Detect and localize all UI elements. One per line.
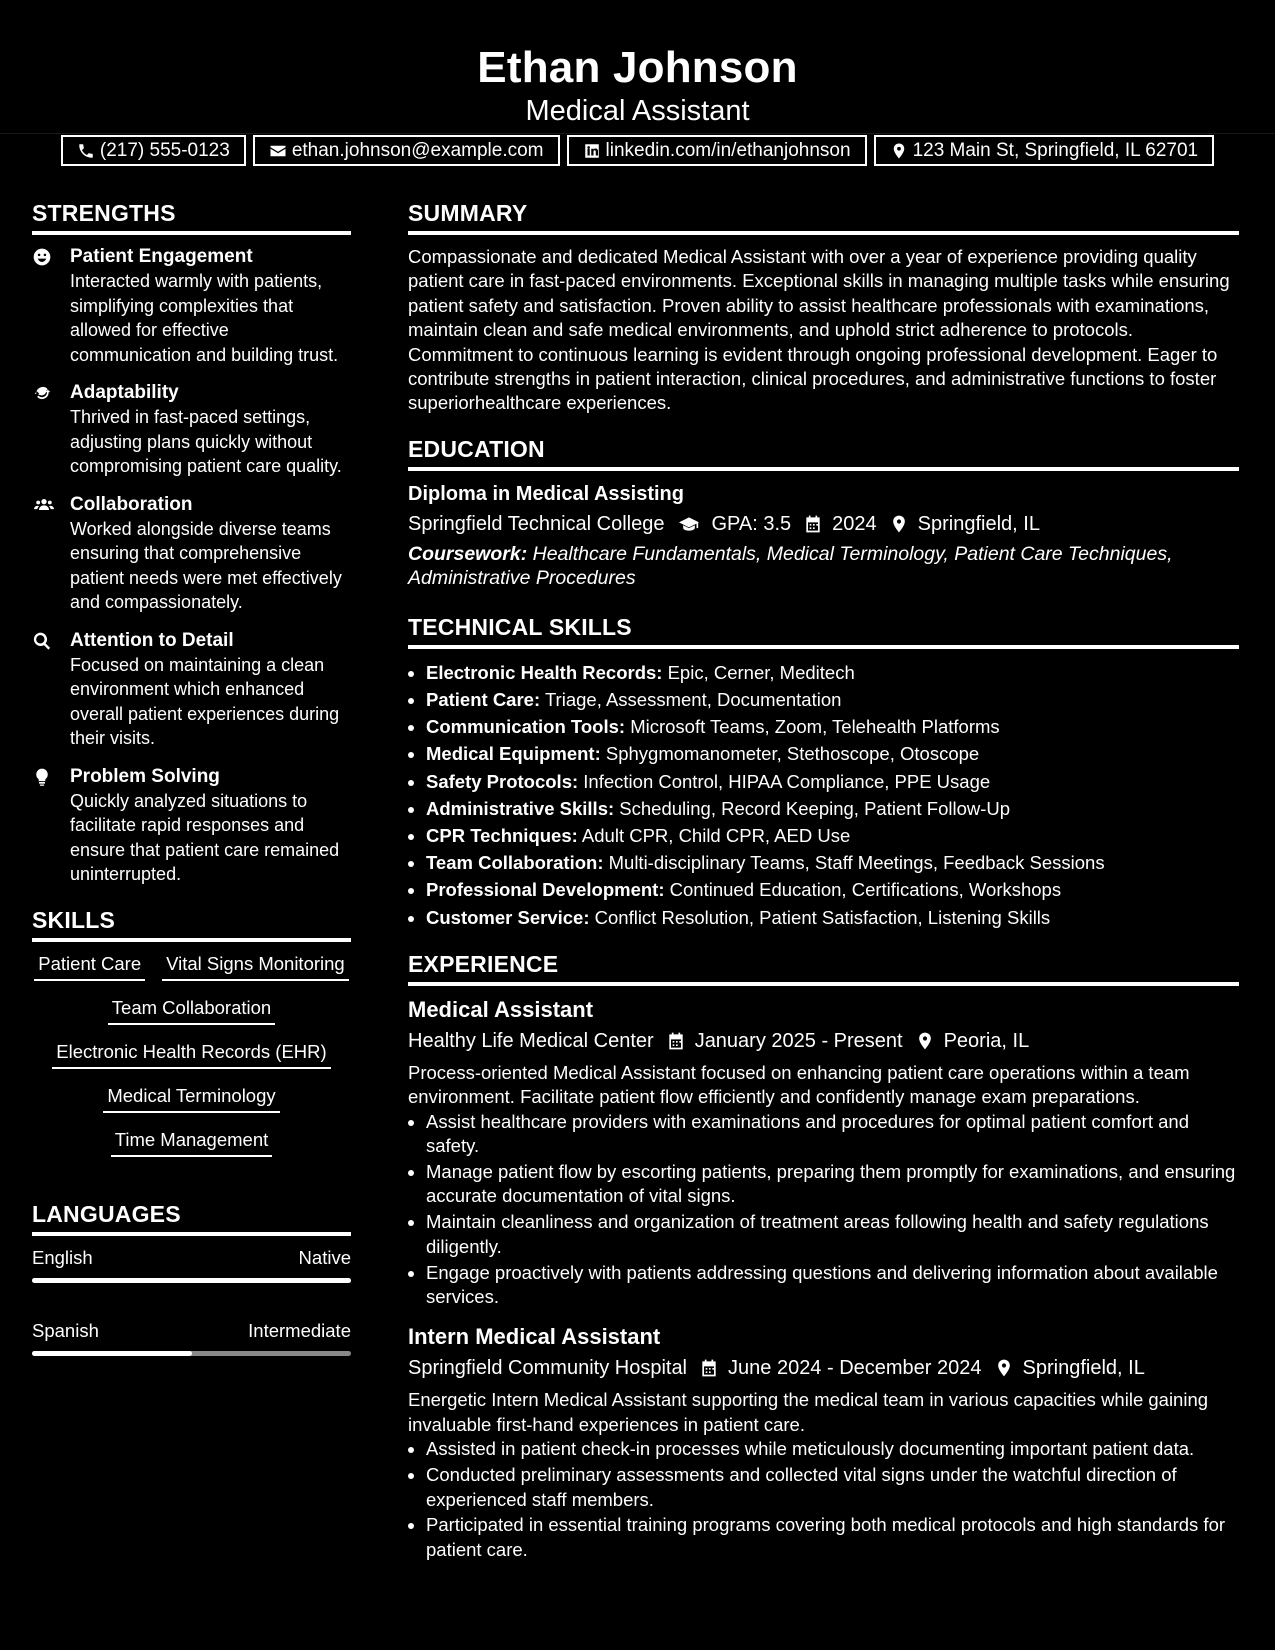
- job-meta: [408, 1027, 1239, 1055]
- skills-heading: SKILLS: [32, 905, 351, 942]
- strength-item: [32, 629, 351, 751]
- tech-skill-label: Patient Care:: [426, 689, 541, 711]
- list-item: [426, 849, 1239, 876]
- tech-skill-value: Epic, Cerner, Meditech: [667, 661, 855, 683]
- job-description: Energetic Intern Medical Assistant supporting the medical team in various capacities while gaining invaluable first-hand experiences in patient care.: [408, 1389, 1209, 1435]
- strength-desc: Thrived in fast-paced settings, adjusting plans quickly without compromising patient care quality.: [70, 407, 342, 476]
- graduation-year: 2024: [832, 512, 877, 535]
- job-dates: June 2024 - December 2024: [728, 1357, 982, 1380]
- education-location: Springfield, IL: [917, 512, 1040, 535]
- technical-skills-heading: TECHNICAL SKILLS: [408, 612, 1239, 649]
- tech-skill-value: Continued Education, Certifications, Workshops: [669, 879, 1062, 901]
- tech-skill-value: Conflict Resolution, Patient Satisfaction, Listening Skills: [594, 906, 1051, 928]
- list-item: [426, 822, 1239, 849]
- map-pin-icon: [890, 142, 908, 160]
- job-entry: [408, 1323, 1239, 1562]
- contact-email[interactable]: [253, 135, 560, 166]
- tech-skill-label: Medical Equipment:: [426, 743, 601, 765]
- languages-list: [32, 1246, 351, 1356]
- skill-tag: Medical Terminology: [103, 1084, 279, 1113]
- list-item: • Manage patient flow by escorting patients, preparing them promptly for examinations, and ensuring accurate documentation of vital signs.: [426, 1160, 1239, 1209]
- list-item: • Participated in essential training programs covering both medical protocols and high standards for patient care.: [426, 1513, 1239, 1562]
- list-item: • Maintain cleanliness and organization of treatment areas following health and safety regulations diligently.: [426, 1210, 1239, 1259]
- job-entry: [408, 996, 1239, 1310]
- list-item: [426, 659, 1239, 686]
- tech-skill-label: Administrative Skills:: [426, 797, 615, 819]
- summary-heading: SUMMARY: [408, 198, 1239, 235]
- skill-tag: Electronic Health Records (EHR): [52, 1040, 330, 1069]
- coursework: [408, 542, 1239, 590]
- users-icon: [32, 495, 56, 515]
- school-name: Springfield Technical College: [408, 512, 665, 535]
- strength-desc: Interacted warmly with patients, simplifying complexities that allowed for effective communication and building trust.: [70, 271, 339, 365]
- language-bar-fill: [32, 1278, 351, 1283]
- technical-skills-list: [408, 659, 1239, 931]
- job-location: Peoria, IL: [943, 1029, 1030, 1052]
- job-meta: [408, 1354, 1239, 1382]
- skill-tag: Time Management: [111, 1128, 273, 1157]
- strength-title: Attention to Detail: [70, 629, 234, 651]
- map-pin-icon: [889, 514, 909, 534]
- language-item: [32, 1246, 351, 1270]
- tech-skill-value: Scheduling, Record Keeping, Patient Follow-Up: [619, 797, 1011, 819]
- job-dates: January 2025 - Present: [694, 1029, 903, 1052]
- email-text: ethan.johnson@example.com: [291, 139, 544, 161]
- calendar-icon: [803, 514, 823, 534]
- list-item: [426, 686, 1239, 713]
- list-item: [426, 713, 1239, 740]
- contact-address: [874, 135, 1215, 166]
- contact-phone[interactable]: [61, 135, 246, 166]
- job-description: Process-oriented Medical Assistant focused on enhancing patient care operations within a team environment. Facilitate patient flow efficiently and confidently manage exam preparations.: [408, 1061, 1190, 1108]
- strength-desc: Worked alongside diverse teams ensuring that comprehensive patient needs were met effectively and compassionately.: [70, 518, 342, 612]
- language-bar: [32, 1351, 351, 1356]
- contact-bar: [0, 135, 1275, 166]
- list-item: [426, 768, 1239, 795]
- map-pin-icon: [915, 1031, 935, 1051]
- strength-title: Problem Solving: [70, 765, 220, 787]
- tech-skill-label: Safety Protocols:: [426, 770, 579, 792]
- skills-list: [32, 952, 351, 1157]
- address-text: 123 Main St, Springfield, IL 62701: [912, 139, 1199, 161]
- linkedin-text: linkedin.com/in/ethanjohnson: [605, 139, 851, 161]
- graduation-cap-icon: [676, 514, 702, 534]
- contact-linkedin[interactable]: [567, 135, 867, 166]
- company-name: Healthy Life Medical Center: [408, 1029, 654, 1052]
- tech-skill-value: Infection Control, HIPAA Compliance, PPE Usage: [583, 770, 991, 792]
- tech-skill-label: CPR Techniques:: [426, 825, 578, 847]
- list-item: [426, 904, 1239, 931]
- tech-skill-value: Microsoft Teams, Zoom, Telehealth Platforms: [630, 716, 1000, 738]
- list-item: • Engage proactively with patients addressing questions and delivering information about available services.: [426, 1261, 1239, 1310]
- job-title: Medical Assistant: [408, 996, 594, 1022]
- map-pin-icon: [994, 1358, 1014, 1378]
- tech-skill-label: Team Collaboration:: [426, 852, 604, 874]
- tech-skill-label: Communication Tools:: [426, 716, 626, 738]
- tech-skill-value: Sphygmomanometer, Stethoscope, Otoscope: [605, 743, 980, 765]
- strength-title: Collaboration: [70, 493, 193, 515]
- language-bar-fill: [32, 1351, 192, 1356]
- strength-desc: Focused on maintaining a clean environment which enhanced overall patient experiences during their visits.: [70, 654, 340, 748]
- strength-item: [32, 381, 351, 479]
- language-level: Intermediate: [248, 1319, 351, 1341]
- smile-icon: [32, 247, 52, 267]
- job-bullets: [408, 1110, 1239, 1310]
- language-name: Spanish: [32, 1319, 99, 1341]
- job-bullets: [408, 1437, 1239, 1562]
- strengths-heading: STRENGTHS: [32, 198, 351, 235]
- phone-text: (217) 555-0123: [99, 139, 230, 161]
- tech-skill-value: Triage, Assessment, Documentation: [544, 689, 842, 711]
- phone-icon: [77, 142, 95, 160]
- candidate-name: Ethan Johnson: [477, 43, 798, 92]
- linkedin-icon: [583, 142, 601, 160]
- list-item: • Assist healthcare providers with examinations and procedures for optimal patient comfort and safety.: [426, 1110, 1239, 1159]
- list-item: • Conducted preliminary assessments and collected vital signs under the watchful direction of experienced staff members.: [426, 1463, 1239, 1512]
- strength-title: Patient Engagement: [70, 246, 253, 267]
- degree-title: Diploma in Medical Assisting: [408, 482, 684, 505]
- calendar-icon: [666, 1031, 686, 1051]
- skill-tag: Team Collaboration: [108, 996, 275, 1025]
- language-item: [32, 1319, 351, 1343]
- left-column: [32, 198, 351, 1392]
- language-level: Native: [298, 1246, 351, 1268]
- company-name: Springfield Community Hospital: [408, 1357, 688, 1380]
- tech-skill-label: Professional Development:: [426, 879, 665, 901]
- language-bar: [32, 1278, 351, 1283]
- job-title: Intern Medical Assistant: [408, 1324, 661, 1350]
- list-item: [426, 795, 1239, 822]
- calendar-icon: [699, 1358, 719, 1378]
- strength-item: [32, 493, 351, 615]
- education-heading: EDUCATION: [408, 434, 1239, 471]
- tech-skill-label: Customer Service:: [426, 906, 590, 928]
- coursework-label: Coursework:: [408, 542, 528, 565]
- languages-heading: LANGUAGES: [32, 1199, 351, 1236]
- strength-item: [32, 765, 351, 887]
- coursework-list: Healthcare Fundamentals, Medical Terminology, Patient Care Techniques, Administrative Procedures: [408, 542, 1173, 589]
- tech-skill-value: Adult CPR, Child CPR, AED Use: [581, 825, 851, 847]
- list-item: [426, 740, 1239, 767]
- experience-heading: EXPERIENCE: [408, 949, 1239, 986]
- job-location: Springfield, IL: [1022, 1357, 1145, 1380]
- lightbulb-icon: [32, 767, 52, 787]
- tech-skill-label: Electronic Health Records:: [426, 661, 663, 683]
- list-item: [426, 876, 1239, 903]
- right-column: [408, 198, 1239, 1564]
- strength-item: [32, 245, 351, 367]
- skill-tag: Patient Care: [34, 952, 145, 981]
- language-name: English: [32, 1246, 93, 1268]
- refresh-icon: [32, 383, 52, 403]
- gpa: GPA: 3.5: [711, 512, 792, 535]
- resume-header: [0, 0, 1275, 161]
- envelope-icon: [269, 142, 287, 160]
- tech-skill-value: Multi-disciplinary Teams, Staff Meetings, Feedback Sessions: [608, 852, 1105, 874]
- list-item: • Assisted in patient check-in processes while meticulously documenting important patient data.: [426, 1437, 1239, 1461]
- skill-tag: Vital Signs Monitoring: [162, 952, 349, 981]
- candidate-title: Medical Assistant: [525, 95, 750, 127]
- education-meta: [408, 510, 1239, 538]
- strength-desc: Quickly analyzed situations to facilitate rapid responses and ensure that patient care remained uninterrupted.: [70, 790, 340, 884]
- search-icon: [32, 631, 52, 651]
- summary-text: Compassionate and dedicated Medical Assistant with over a year of experience providing quality patient care in fast-paced environments. Exceptional skills in managing multiple tasks while ensuring patient safety and satisfaction. Proven ability to assist healthcare professionals with examinations, maintain clean and safe medical environments, and uphold strict adherence to protocols. Commitment to continuous learning is evident through ongoing professional development. Eager to contribute strengths in patient interaction, clinical procedures, and administrative functions to foster superiorhealthcare experiences.: [408, 246, 1230, 414]
- strength-title: Adaptability: [70, 382, 179, 403]
